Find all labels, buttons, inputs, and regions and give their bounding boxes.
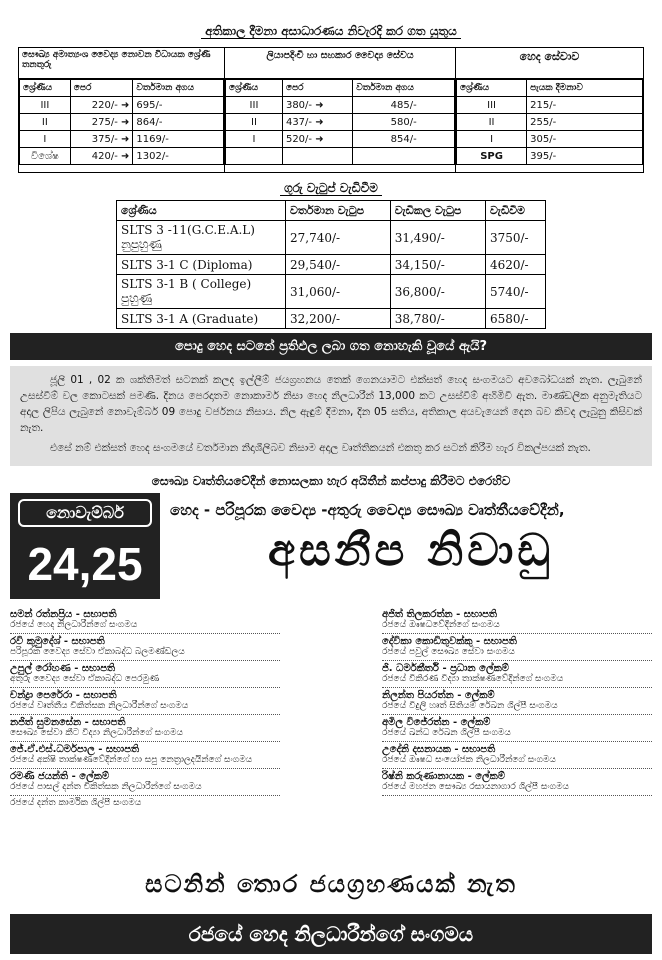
signatory: උපුල් රෝහණ - සභාපති අතුරු වෛද්‍ය සේවා ඒකාබද්ධ පෙරමුණ [10,661,280,688]
table-row: SLTS 3 -11(G.C.E.A.L) නුපුහුණු 27,740/- 31,490/- 3750/- [117,221,546,255]
table-row: III 215/- [457,97,643,114]
table-row: SLTS 3-1 B ( College) පුහුණු 31,060/- 36,800/- 5740/- [117,275,546,309]
sick-leave-headline: අසනීප නිවාඩු [267,525,555,576]
signatory: රවි කුමුදේශ් - සභාපති පරිපූරක වෛද්‍ය සේවා ඒකාබද්ධ බලමණ්ඩලය [10,634,280,661]
signatory: රමණි ජයන්ති - ලේකම් රජයේ පාසල් දන්ත චිකිත්සක නිලධාරීන්ගේ සංගමය [10,769,280,796]
signatory: උදේනි දසනායක - සභාපති රජයේ ඖෂධ සංයෝජක නිලධාරීන්ගේ සංගමය [382,742,652,769]
allowance-section-nursing [456,48,643,172]
col-header: පෙර [70,80,133,97]
table-row: I 520/- ➜ 854/- [226,131,455,148]
col-header: ශ්‍රේණිය [457,80,527,97]
section-title: සෞඛ්‍ය අමාත්‍යංශ වෛද්‍ය නොවන විධායක ශ්‍රේණි තනතුරු [19,48,224,79]
table-row: SLTS 3-1 A (Graduate) 32,200/- 38,780/- 6580/- [117,309,546,329]
arrow-right-icon: ➜ [315,116,324,128]
col-header: පෙර [282,80,352,97]
arrow-right-icon: ➜ [121,150,130,162]
signatory: රිෂ්නි කරුණානායක - ලේකම් රජයේ මහජන සෞඛ්‍ය රසායනාගාර ශිල්පී සංගමය [382,769,652,796]
table-row: III 380/- ➜ 485/- [226,97,455,114]
table-row: II 255/- [457,114,643,131]
overtime-title: අතිකාල දීමනා අසාධාරණය නිවැරදි කර ගත යුතුය [10,24,652,39]
arrow-right-icon: ➜ [315,133,324,145]
table-row: SPG 395/- [457,148,643,165]
salary-table [116,200,546,329]
signatory: අමිල විජේරත්න - ලේකම් රජයේ ඛන්ධ රේඛන ශිල්පී සංගමය [382,715,652,742]
section-title: ලියාපදිංචි හා සහකාර වෛද්‍ය සේවය [225,48,455,79]
signatory: නජිත් සුමනසේන - සභාපති සෞඛ්‍ය සේවා කීට විද්‍යා නිලධාරීන්ගේ සංගමය [10,715,280,742]
strike-subtitle: හෙද - පරිපූරක වෛද්‍ය -අතුරු වෛද්‍ය සෞඛ්‍ය වෘත්තීයවේදීන්, [170,501,565,519]
allowance-table [18,47,644,173]
allowance-section-medical [225,48,456,172]
signatories [10,607,652,808]
explanation-paragraph: ජූලි 01 , 02 ක ශක්තිමත් සටනක් කලද ඉල්ලීම් ජයග්‍රහනය තෙක් ගෙනයාමට එක්සත් හෙද සංගමයට අවබෝධයක් නැත. ලැබුනේ උසස්වීම් වල කොටසක් පමණි. දිනය පෙරදාතම නොකාර්ම නිසා හෙද නිලධාරීන් 13,000 කට උසස්වීම් අහිමිවී ඇත. මාණ්ඩලික අනුමැතියට අදාල ලිපිය ලැබුනේ නොවැම්බර් 09 පොදු වර්ජනය නිසාය. නිල ඇඳුම් දීමනා, දින 05 සතිය, අතිකාල අයවැයෙන් දෙන බව කිවද ලැබුනු කිසිවක් නැත. [20,374,642,434]
signatory: දේවිකා කොඩිතුවක්කු - සභාපති රජයේ පවුල් සෞඛ්‍ය සේවා සංගමය [382,634,652,661]
table-row: SLTS 3-1 C (Diploma) 29,540/- 34,150/- 4620/- [117,255,546,275]
strike-headline [160,493,652,576]
signatory: සමන් රත්නප්‍රිය - සභාපති රජයේ හෙද නිලධාරීන්ගේ සංගමය [10,607,280,634]
signatories-right [292,607,652,808]
col-header: ශ්‍රේණිය [117,201,286,221]
table-row: II 437/- ➜ 580/- [226,114,455,131]
allowance-section-executive [19,48,225,172]
signatory: චන්ද්‍රා පෙරේරා - සභාපති රජයේ වෘත්තීය චිකිත්සක නිලධාරීන්ගේ සංගමය [10,688,280,715]
col-header: ශ්‍රේණිය [20,80,71,97]
col-header: පැයක දීමනාව [527,80,643,97]
col-header: ශ්‍රේණිය [226,80,283,97]
footer-banner: රජයේ හෙද නිලධාරීන්ගේ සංගමය [10,914,652,954]
signatory: ජි. ධර්මකීර්ති - ප්‍රධාන ලේකම් රජයේ විකිරණ විද්‍යා තාක්ෂණවේදීන්ගේ සංගමය [382,661,652,688]
strike-days: 24,25 [27,538,143,590]
arrow-right-icon: ➜ [121,116,130,128]
salary-title: ගුරු වැටුප් වැඩිවීම [10,181,652,196]
explanation-paragraph: එසේ නම් එක්සත් හෙද සංගමයේ වර්තමාන නිදාශීලිබව නිසාම අදාල වෘත්තිකයන් එකතු කර සටන් කිරීම හැර විකල්පයක් නැත. [50,442,591,454]
explanation-box [10,366,652,466]
col-header: වැඩිවීම [485,201,545,221]
signatory: නිලන්ත පියරත්න - ලේකම් රජයේ විදුලි හෘත් සිතියම් රේඛන ශිල්පී සංගමය [382,688,652,715]
table-row: II 275/- ➜ 864/- [20,114,224,131]
table-row [226,148,455,165]
section-title: හෙද සේවාව [456,48,643,79]
arrow-right-icon: ➜ [315,99,324,111]
table-row: විශේෂ 420/- ➜ 1302/- [20,148,224,165]
table-row: III 220/- ➜ 695/- [20,97,224,114]
slogan: සටනින් තොර ජයග්‍රහණයක් නැත [145,870,517,898]
call-to-action: සෞඛ්‍ය වෘත්තියවේදීන් නොසලකා හැර අයිතීන් කප්පාදු කිරීමට එරෙහිව [151,474,511,488]
strike-month: නොවැම්බර් [18,499,152,527]
strike-announcement [10,493,652,599]
signatories-left [10,607,292,808]
col-header: වර්තමාන වැටුප [286,201,391,221]
arrow-right-icon: ➜ [121,133,130,145]
col-header: වර්තමාන අගය [133,80,224,97]
arrow-right-icon: ➜ [121,99,130,111]
question-banner: පොදු හෙද සටනේ ප්‍රතිඵල ලබා ගත නොහැකි වූයේ ඇයි? [10,333,652,360]
date-box [10,493,160,599]
table-row: I 375/- ➜ 1169/- [20,131,224,148]
col-header: වර්තමාන අගය [353,80,455,97]
leaflet-page [0,24,662,960]
table-row: I 305/- [457,131,643,148]
signatory: ජේ.ඒ.එස්.ධර්මපාල - සභාපති රජයේ අක්ෂි තාක්ෂණවේදීන්ගේ හා සපු නෙත්‍රාලදයින්ගේ සංගමය [10,742,280,769]
signatory: අජිත් තිලකරත්න - සභාපති රජයේ ඖෂධවේදීන්ගේ සංගමය [382,607,652,634]
signatory-extra: රජයේ දන්ත කාර්මික ශිල්පී සංගමය [10,798,142,808]
col-header: වැඩිකල වැටුප [390,201,485,221]
